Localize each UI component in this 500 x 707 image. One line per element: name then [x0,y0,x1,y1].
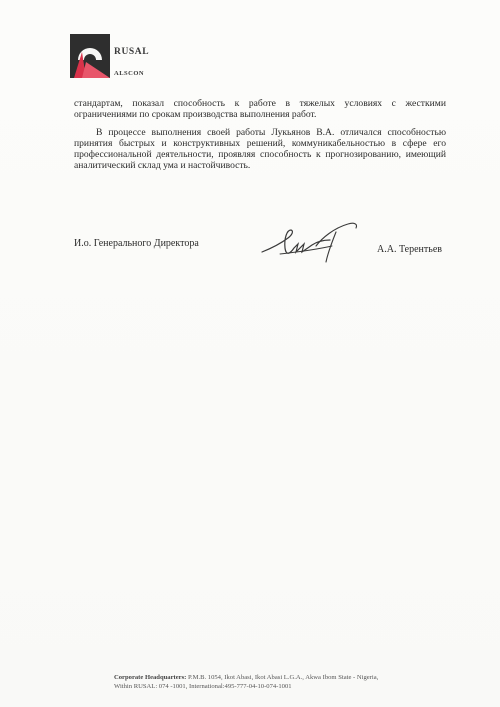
footer-phones: Within RUSAL: 074 -1001, International:495-777-04-10-074-1001 [114,683,292,690]
footer-address: P.M.B. 1054, Ikot Abasi, Ikot Abasi L.G.A., Akwa Ibom State - Nigeria, [188,674,379,681]
footer-label: Corporate Headquarters: [114,674,187,681]
signatory-title: И.о. Генерального Директора [74,238,199,249]
logo-name: RUSAL [114,47,150,57]
rusal-logo-icon [70,34,110,78]
logo-subtitle: ALSCON [114,70,145,77]
footer-line-1 [114,673,444,682]
letter-paragraph-1: стандартам, показал способность к работе в тяжелых условиях с жесткими ограничениями по срокам производства выполнения работ. [74,98,446,120]
company-logo [70,34,190,84]
handwritten-signature [258,218,366,268]
letter-body [74,98,446,178]
letter-paragraph-2: В процессе выполнения своей работы Лукьянов В.А. отличался способностью принятия быстрых и конструктивных решений, коммуникабельностью в сфере его профессиональной деятельности, проявляя способность к прогнозированию, имеющий аналитический склад ума и настойчивость. [74,127,446,171]
letter-footer [114,673,444,691]
signatory-name: А.А. Терентьев [377,244,442,255]
